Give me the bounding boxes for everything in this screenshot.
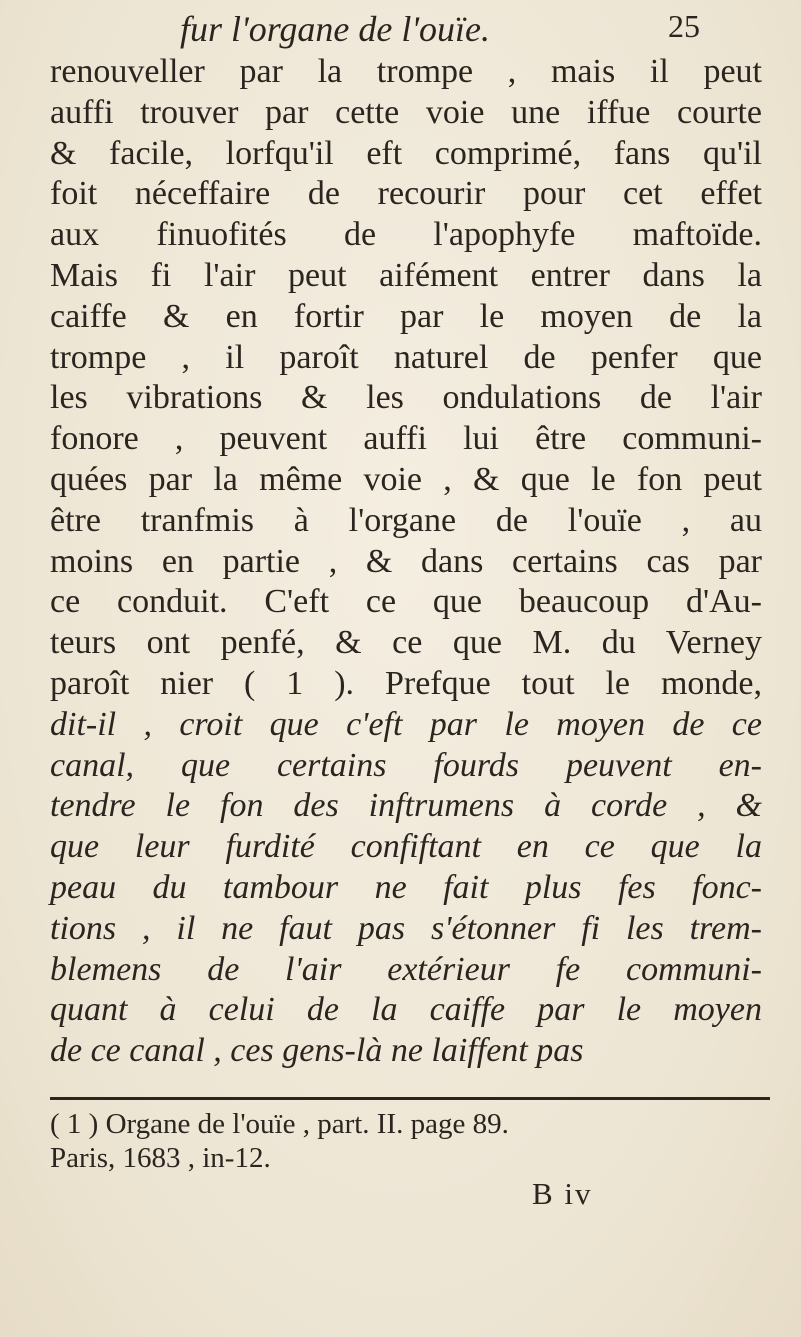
text-line: teurs ont penfé, & ce que M. du Verney: [50, 624, 762, 662]
page-header: [180, 8, 700, 54]
text-line: aux finuofités de l'apophyfe maftoïde.: [50, 216, 762, 254]
footnote: [50, 1107, 762, 1175]
footnote-rule: [50, 1097, 770, 1100]
text-line: trompe , il paroît naturel de penfer que: [50, 338, 762, 376]
text-line: quant à celui de la caiffe par le moyen: [50, 991, 762, 1029]
text-line: Mais fi l'air peut aifément entrer dans la: [50, 256, 762, 294]
text-line: renouveller par la trompe , mais il peut: [50, 53, 762, 90]
footnote-line: ( 1 ) Organe de l'ouïe , part. II. page 89.: [50, 1108, 509, 1140]
text-line: peau du tambour ne fait plus fes fonc-: [50, 868, 762, 906]
text-line: être tranfmis à l'organe de l'ouïe , au: [50, 501, 762, 539]
footnote-line: Paris, 1683 , in-12.: [50, 1142, 271, 1174]
text-line: les vibrations & les ondulations de l'air: [50, 379, 762, 417]
text-line: moins en partie , & dans certains cas par: [50, 542, 762, 580]
text-line: ce conduit. C'eft ce que beaucoup d'Au-: [50, 583, 762, 621]
signature-mark: B iv: [532, 1176, 593, 1211]
text-line: tendre le fon des inftrumens à corde , &: [50, 787, 762, 825]
text-line: paroît nier ( 1 ). Prefque tout le monde,: [50, 664, 762, 702]
text-line: blemens de l'air extérieur fe communi-: [50, 950, 762, 988]
text-line: & facile, lorfqu'il eft comprimé, fans qu'il: [50, 134, 762, 172]
text-line: tions , il ne faut pas s'étonner fi les trem-: [50, 909, 762, 947]
text-line: foit néceffaire de recourir pour cet effet: [50, 175, 762, 213]
text-line: auffi trouver par cette voie une iffue courte: [50, 93, 762, 131]
text-line: que leur furdité confiftant en ce que la: [50, 828, 762, 866]
text-line: quées par la même voie , & que le fon peut: [50, 460, 762, 498]
body-text: [50, 52, 762, 1072]
text-line: de ce canal , ces gens-là ne laiffent pas: [50, 1032, 584, 1070]
text-line: canal, que certains fourds peuvent en-: [50, 746, 762, 784]
text-line: caiffe & en fortir par le moyen de la: [50, 297, 762, 335]
text-line: fonore , peuvent auffi lui être communi-: [50, 420, 762, 458]
running-title: fur l'organe de l'ouïe.: [180, 9, 491, 49]
text-line: dit-il , croit que c'eft par le moyen de ce: [50, 705, 762, 743]
page-number: 25: [668, 8, 700, 44]
